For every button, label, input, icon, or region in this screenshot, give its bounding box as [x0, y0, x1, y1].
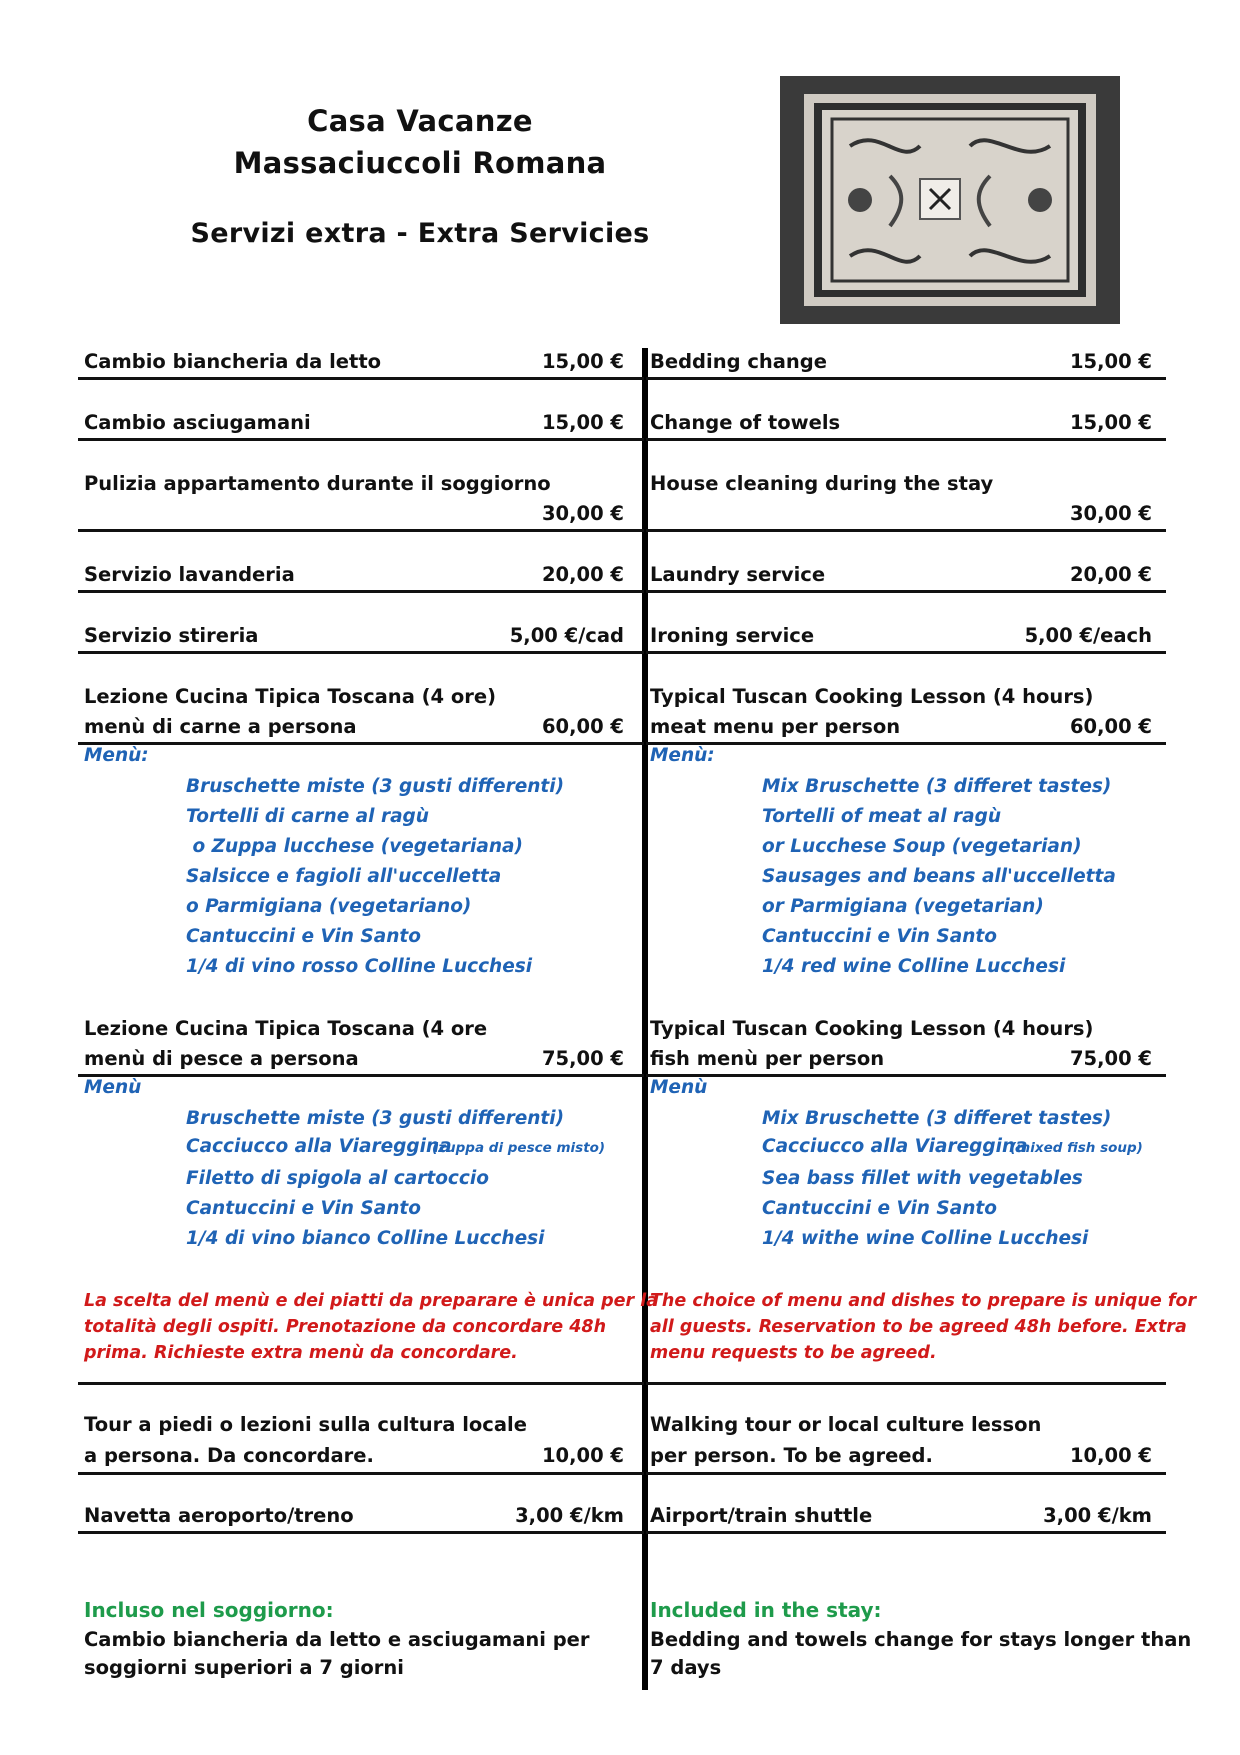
fish-menu-label-it: Menù	[84, 1077, 142, 1098]
fish-menu-item-en: Sea bass fillet with vegetables	[762, 1168, 1083, 1189]
included-label-it: Incluso nel soggiorno:	[84, 1598, 334, 1622]
divider	[646, 377, 1166, 380]
tour-price-it: 10,00 €	[541, 1444, 624, 1467]
price-laundry-it: 20,00 €	[541, 563, 624, 586]
fish-menu-item-en: Mix Bruschette (3 differet tastes)	[762, 1108, 1112, 1129]
included-line2-en: 7 days	[650, 1656, 722, 1679]
item-laundry-it: Servizio lavanderia	[84, 563, 295, 586]
item-cleaning-en: House cleaning during the stay	[650, 472, 994, 495]
notice-line: The choice of menu and dishes to prepare is unique for	[650, 1291, 1197, 1311]
divider	[646, 590, 1166, 593]
price-bedding-en: 15,00 €	[1069, 350, 1152, 373]
fish-lesson-price-en: 75,00 €	[1069, 1047, 1152, 1070]
item-laundry-en: Laundry service	[650, 563, 826, 586]
divider	[78, 438, 644, 441]
meat-menu-item-en: Tortelli of meat al ragù	[762, 806, 1002, 827]
included-line2-it: soggiorni superiori a 7 giorni	[84, 1656, 404, 1679]
meat-menu-item-en: 1/4 red wine Colline Lucchesi	[762, 956, 1066, 977]
meat-menu-item-it: Bruschette miste (3 gusti differenti)	[186, 776, 565, 797]
meat-menu-label-en: Menù:	[650, 745, 715, 766]
meat-menu-item-it: o Zuppa lucchese (vegetariana)	[186, 836, 523, 857]
divider	[78, 1531, 644, 1534]
item-ironing-it: Servizio stireria	[84, 624, 259, 647]
divider	[646, 438, 1166, 441]
divider	[646, 1531, 1166, 1534]
item-bedding-en: Bedding change	[650, 350, 827, 373]
price-bedding-it: 15,00 €	[541, 350, 624, 373]
meat-menu-item-en: or Parmigiana (vegetarian)	[762, 896, 1044, 917]
meat-menu-item-en: Cantuccini e Vin Santo	[762, 926, 997, 947]
divider	[646, 1472, 1166, 1475]
item-ironing-en: Ironing service	[650, 624, 815, 647]
price-cleaning-en: 30,00 €	[1069, 502, 1152, 525]
meat-lesson-price-en: 60,00 €	[1069, 715, 1152, 738]
tour-line1-en: Walking tour or local culture lesson	[650, 1413, 1042, 1436]
fish-lesson-title-en: Typical Tuscan Cooking Lesson (4 hours)	[650, 1017, 1094, 1040]
fish-lesson-sub-en: fish menù per person	[650, 1047, 885, 1070]
fish-menu-item-en: Cacciucco alla Viareggina	[762, 1136, 1028, 1157]
meat-menu-label-it: Menù:	[84, 745, 149, 766]
fish-menu-item-en: 1/4 withe wine Colline Lucchesi	[762, 1228, 1089, 1249]
subtitle: Servizi extra - Extra Servicies	[190, 218, 650, 249]
item-towels-it: Cambio asciugamani	[84, 411, 311, 434]
divider	[646, 529, 1166, 532]
shuttle-price-it: 3,00 €/km	[515, 1504, 624, 1527]
divider	[646, 1074, 1166, 1077]
mosaic-image	[780, 76, 1120, 324]
price-ironing-it: 5,00 €/cad	[509, 624, 624, 647]
meat-lesson-sub-it: menù di carne a persona	[84, 715, 357, 738]
title-line-1: Casa Vacanze	[307, 104, 533, 138]
meat-lesson-title-it: Lezione Cucina Tipica Toscana (4 ore)	[84, 685, 497, 708]
included-line1-it: Cambio biancheria da letto e asciugamani per	[84, 1628, 590, 1651]
fish-menu-item-en: Cantuccini e Vin Santo	[762, 1198, 997, 1219]
divider	[646, 1382, 1166, 1385]
divider	[78, 742, 644, 745]
shuttle-en: Airport/train shuttle	[650, 1504, 873, 1527]
fish-lesson-sub-it: menù di pesce a persona	[84, 1047, 359, 1070]
divider	[78, 1472, 644, 1475]
meat-menu-item-en: or Lucchese Soup (vegetarian)	[762, 836, 1082, 857]
item-cleaning-it: Pulizia appartamento durante il soggiorno	[84, 472, 551, 495]
meat-lesson-title-en: Typical Tuscan Cooking Lesson (4 hours)	[650, 685, 1094, 708]
divider	[78, 590, 644, 593]
meat-menu-item-it: Salsicce e fagioli all'uccelletta	[186, 866, 502, 887]
fish-menu-item-it: 1/4 di vino bianco Colline Lucchesi	[186, 1228, 545, 1249]
meat-lesson-sub-en: meat menu per person	[650, 715, 901, 738]
price-ironing-en: 5,00 €/each	[1024, 624, 1152, 647]
column-divider	[642, 348, 648, 1690]
notice-line: prima. Richieste extra menù da concordare.	[84, 1343, 518, 1363]
price-cleaning-it: 30,00 €	[541, 502, 624, 525]
fish-lesson-price-it: 75,00 €	[541, 1047, 624, 1070]
notice-line: menu requests to be agreed.	[650, 1343, 937, 1363]
meat-menu-item-it: Cantuccini e Vin Santo	[186, 926, 421, 947]
item-bedding-it: Cambio biancheria da letto	[84, 350, 382, 373]
divider	[78, 651, 644, 654]
meat-lesson-price-it: 60,00 €	[541, 715, 624, 738]
meat-menu-item-it: 1/4 di vino rosso Colline Lucchesi	[186, 956, 533, 977]
shuttle-it: Navetta aeroporto/treno	[84, 1504, 354, 1527]
notice-line: La scelta del menù e dei piatti da preparare è unica per la	[84, 1291, 659, 1311]
title-line-2: Massaciuccoli Romana	[233, 146, 607, 180]
fish-menu-item-it: Filetto di spigola al cartoccio	[186, 1168, 489, 1189]
price-towels-en: 15,00 €	[1069, 411, 1152, 434]
meat-menu-item-en: Mix Bruschette (3 differet tastes)	[762, 776, 1112, 797]
fish-menu-item-it: Cantuccini e Vin Santo	[186, 1198, 421, 1219]
fish-menu-label-en: Menù	[650, 1077, 708, 1098]
divider	[78, 529, 644, 532]
included-line1-en: Bedding and towels change for stays longer than	[650, 1628, 1192, 1651]
fish-menu-note-it: (zuppa di pesce misto)	[432, 1140, 606, 1156]
fish-menu-item-it: Cacciucco alla Viareggina	[186, 1136, 452, 1157]
meat-menu-item-en: Sausages and beans all'uccelletta	[762, 866, 1116, 887]
shuttle-price-en: 3,00 €/km	[1043, 1504, 1152, 1527]
fish-menu-note-en: (mixed fish soup)	[1010, 1140, 1143, 1156]
notice-it	[84, 1288, 658, 1366]
tour-line2-en: per person. To be agreed.	[650, 1444, 933, 1467]
price-towels-it: 15,00 €	[541, 411, 624, 434]
price-laundry-en: 20,00 €	[1069, 563, 1152, 586]
fish-lesson-title-it: Lezione Cucina Tipica Toscana (4 ore	[84, 1017, 488, 1040]
fish-menu-item-it: Bruschette miste (3 gusti differenti)	[186, 1108, 565, 1129]
tour-line2-it: a persona. Da concordare.	[84, 1444, 374, 1467]
notice-en	[650, 1288, 1196, 1366]
notice-line: all guests. Reservation to be agreed 48h before. Extra	[650, 1317, 1187, 1337]
divider	[78, 1382, 644, 1385]
divider	[78, 377, 644, 380]
item-towels-en: Change of towels	[650, 411, 841, 434]
meat-menu-item-it: o Parmigiana (vegetariano)	[186, 896, 472, 917]
tour-price-en: 10,00 €	[1069, 1444, 1152, 1467]
tour-line1-it: Tour a piedi o lezioni sulla cultura locale	[84, 1413, 527, 1436]
notice-line: totalità degli ospiti. Prenotazione da concordare 48h	[84, 1317, 607, 1337]
included-label-en: Included in the stay:	[650, 1598, 882, 1622]
divider	[646, 651, 1166, 654]
divider	[78, 1074, 644, 1077]
divider	[646, 742, 1166, 745]
meat-menu-item-it: Tortelli di carne al ragù	[186, 806, 429, 827]
